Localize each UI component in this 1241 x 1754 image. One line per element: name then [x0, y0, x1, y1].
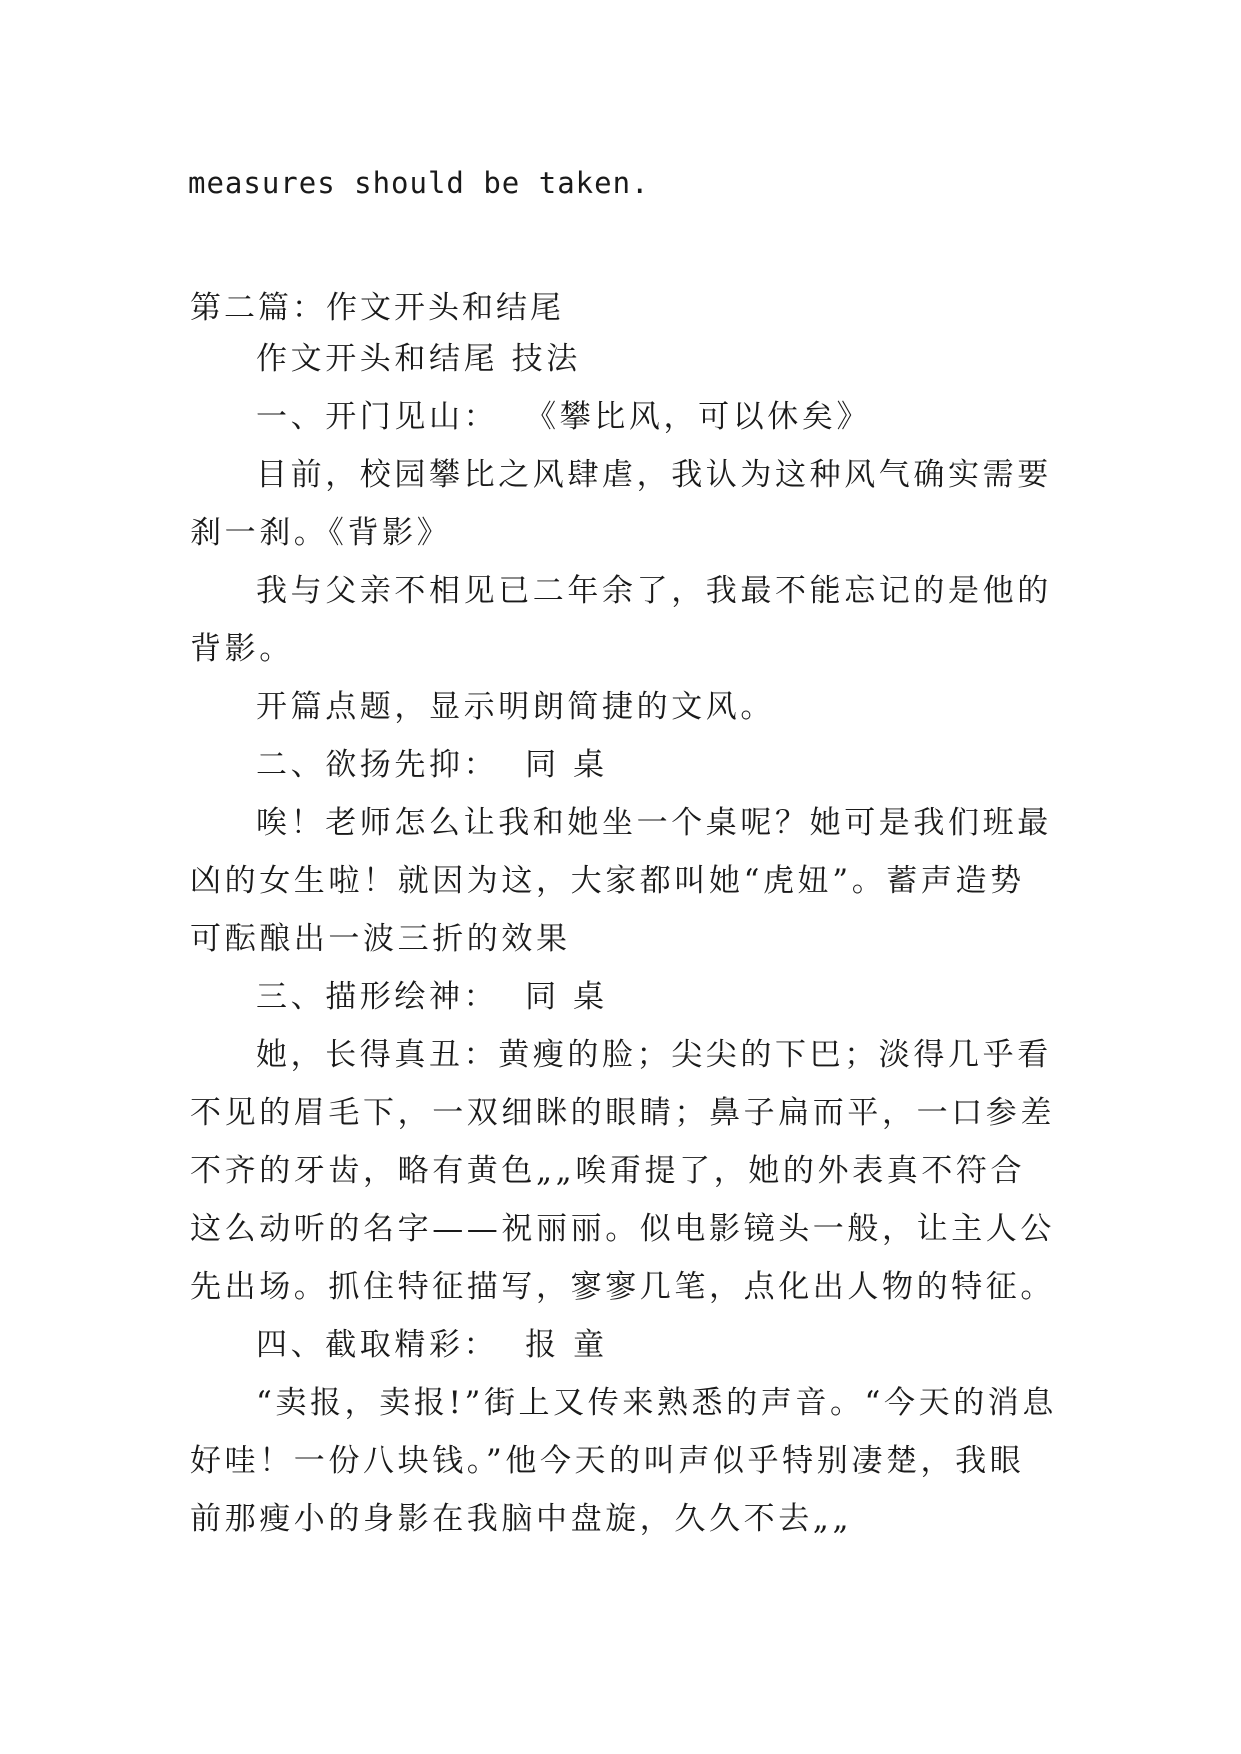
- paragraph: 目前，校园攀比之风肆虐，我认为这种风气确实需要刹一刹。《背影》: [190, 457, 1052, 551]
- section-heading: 第二篇：作文开头和结尾: [190, 290, 564, 326]
- english-text-line: measures should be taken.: [188, 166, 650, 200]
- paragraph-method-4-title: 四、截取精彩： 报 童: [256, 1327, 608, 1363]
- paragraph: 她，长得真丑：黄瘦的脸；尖尖的下巴；淡得几乎看不见的眉毛下，一双细眯的眼睛；鼻子扁而平，一口参差不齐的牙齿，略有黄色„„唉甭提了，她的外表真不符合这么动听的名字——祝丽丽。似电影镜头一般，让主人公先出场。抓住特征描写，寥寥几笔，点化出人物的特征。: [190, 1037, 1055, 1305]
- paragraph: 唉！老师怎么让我和她坐一个桌呢？她可是我们班最凶的女生啦！就因为这，大家都叫她“虎妞”。蓄声造势可酝酿出一波三折的效果: [190, 805, 1052, 957]
- paragraph-method-2-title: 二、欲扬先抑： 同 桌: [256, 747, 608, 783]
- paragraph: 我与父亲不相见已二年余了，我最不能忘记的是他的背影。: [190, 573, 1052, 667]
- paragraph: “卖报，卖报!”街上又传来熟悉的声音。“今天的消息好哇！一份八块钱。”他今天的叫声似乎特别凄楚，我眼前那瘦小的身影在我脑中盘旋，久久不去„„: [190, 1385, 1057, 1537]
- paragraph: 开篇点题，显示明朗简捷的文风。: [256, 689, 775, 725]
- paragraph-method-1-title: 一、开门见山： 《攀比风，可以休矣》: [256, 399, 872, 435]
- body-text: [190, 330, 1058, 1548]
- paragraph-method-3-title: 三、描形绘神： 同 桌: [256, 979, 608, 1015]
- paragraph-subtitle: 作文开头和结尾 技法: [256, 341, 581, 377]
